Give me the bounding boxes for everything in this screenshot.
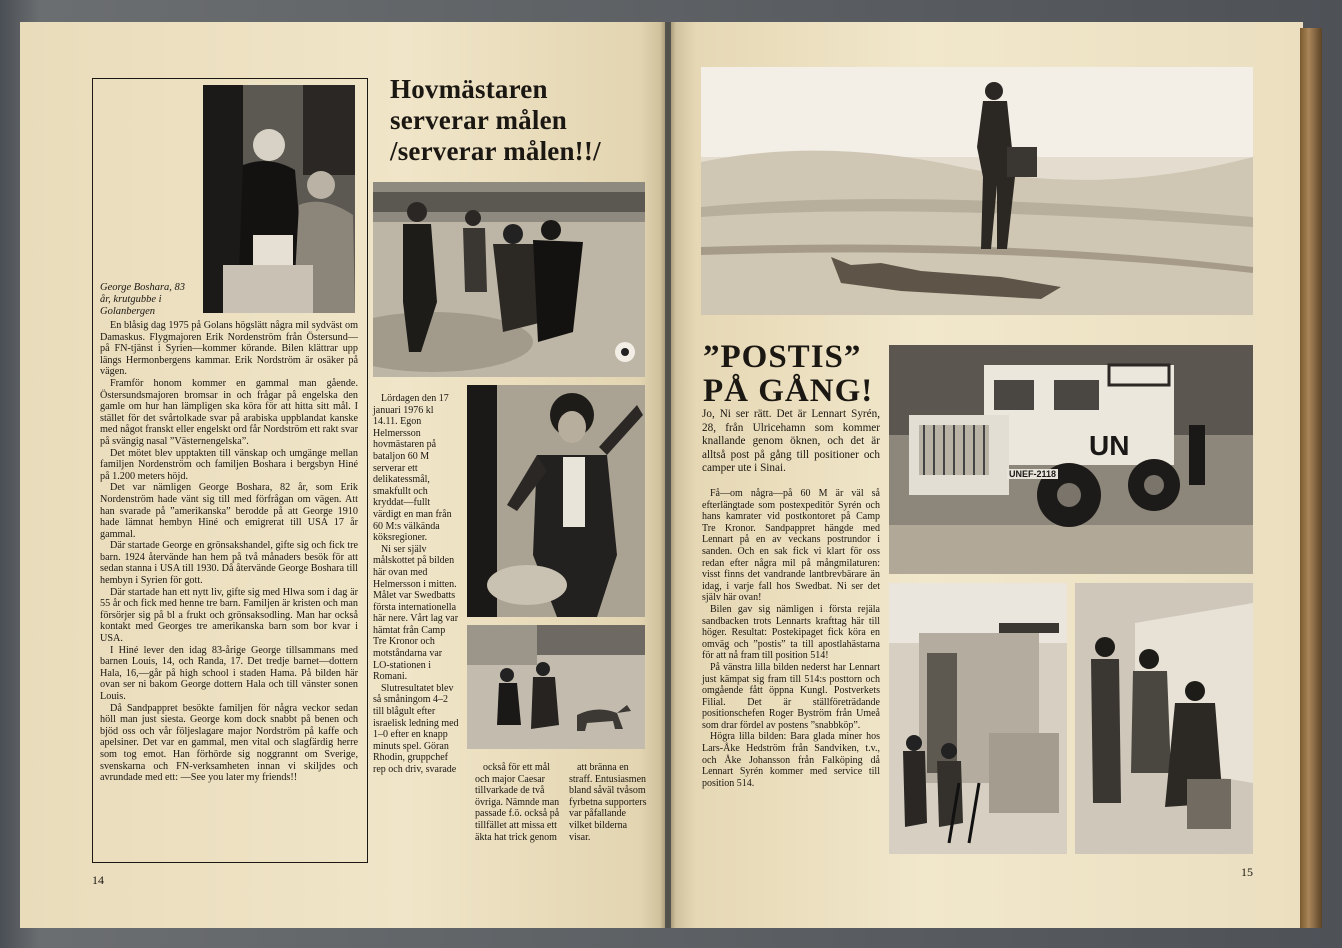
headline-line: ”POSTIS” — [703, 339, 862, 375]
paragraph: Det mötet blev upptakten till vänskap och umgänge mellan familjen Nordenström och familjen Boshara i bergsbyn Hiné på 1.200 meters höjd. — [100, 447, 358, 482]
postis-headline — [703, 340, 883, 408]
paragraph: På vänstra lilla bilden nederst har Lennart just kämpat sig fram till 514:s posttorn och omgående fått öppna Kungl. Postverkets Filial. Det är ställföreträdande positionschefen Roger Byström från Umeå som drar fördel av postens ”snabbköp”. — [702, 661, 880, 731]
paragraph: att bränna en straff. Entusiasmen bland såväl tvåsom fyrbetna supporters var påfallande vilket bilderna visar. — [569, 762, 647, 843]
football-headline — [390, 74, 650, 167]
photo-un-truck — [889, 345, 1253, 574]
boshara-photo-caption: George Boshara, 83 år, krutgubbe i Golanbergen — [100, 282, 186, 317]
photo-dog-supporters — [467, 625, 645, 749]
paragraph: också för ett mål och major Caesar tillvarkade de två övriga. Nämnde man passade f.ö. också på tillfället att missa ett äkta hat trick genom — [475, 762, 560, 843]
photo-postman-desert — [701, 67, 1253, 315]
paragraph: En blåsig dag 1975 på Golans högslätt några mil sydväst om Damaskus. Flygmajoren Erik Nordenström från Östersund—på FN-tjänst i Syrien—kommer körande. Bilen klättrar upp längs Hermonbergens kammar. Erik Nordström är osäker på vägen. — [100, 320, 358, 378]
headline-line: PÅ GÅNG! — [703, 373, 874, 409]
headline-line: Hovmästaren — [390, 74, 548, 104]
headline-line: /serverar målen!!/ — [390, 136, 601, 166]
paragraph: Ni ser själv målskottet på bilden här ovan med Helmersson i mitten. Målet var Swedbatts första internationella här nere. Vårt lag var hämtat från Camp Tre Kronor och motståndarna var LO-stationen i Romani. — [373, 543, 459, 683]
paragraph: Då Sandpappret besökte familjen för några veckor sedan höll man just siesta. George kom dock snabbt på benen och bjöd oss och vår följeslagare major Nordström på kaffe och apelsiner. Det var en gammal, men vital och slagfärdig herre som tog emot. Han förhörde sig noggrannt om Sverige, svenskarna och FN-verksamheten innan vi skiljdes och avrundade med ett: —See you later my friends!! — [100, 702, 358, 784]
paragraph: Det var nämligen George Boshara, 82 år, som Erik Nordenström hade vänt sig till med förfrågan om vägen. Att han svarade på ”amerikanska” berodde på att George 1910 hade lämnat hembyn Hiné och emigrerat till USA 17 år gammal. — [100, 482, 358, 540]
paragraph: Där startade han ett nytt liv, gifte sig med Hlwa som i dag är 55 år och fick med henne tre barn. Familjen är kristen och man försörjer sig på bl a frukt och grönsaksodling. Man har också kontakt med Georges tre amerikanska barn som bor kvar i USA. — [100, 586, 358, 645]
postis-lead: Jo, Ni ser rätt. Det är Lennart Syrén, 28, från Ulricehamn som kommer knallande genom öknen, och det är alltså post på gång till positioner och camper ute i Sinai. — [702, 408, 880, 475]
boshara-article-body — [100, 320, 358, 784]
paragraph: Framför honom kommer en gammal man gående. Östersundsmajoren bromsar in och frågar på engelska den gamle om hur han lämpligen ska köra för att hitta sitt mål. I stället för det svårtolkade svar på arabiska uppblandat kanske med något franskt eller engelskt ord får Nordström ett rakt svar på svängig nasal ”Västernengelska”. — [100, 377, 359, 447]
photo-goal-celebration — [467, 385, 645, 617]
photo-football-match — [373, 182, 645, 377]
photo-happy-soldiers — [1075, 583, 1253, 854]
football-article-col3 — [569, 762, 647, 843]
football-article-col2 — [475, 762, 561, 843]
page-number-right: 15 — [1241, 865, 1253, 879]
photo-post-tower — [889, 583, 1067, 854]
truck-license-plate: UNEF-2118 — [1009, 469, 1057, 479]
paragraph: Få—om några—på 60 M är väl så efterlängtade som postexpeditör Syrén och hans kamrater vid postkontoret på Camp Tre Kronor. Sandpappret hängde med Lennart på en av veckans postrundor i sanden. Och en sak fick vi klart för oss redan efter några mil på mångmilaturen: visst finns det vandrande lantbrevbärare än idag, i varje fall hos Swedbat. Ni ser det själv här ovan! — [702, 488, 880, 604]
book-edge — [1300, 28, 1322, 928]
postis-article-body — [702, 488, 880, 789]
paragraph: I Hiné lever den idag 83-årige George tillsammans med barnen Louis, 14, och Randa, 17. Det tredje barnet—dottern Hala, 16,—går på high school i staden Hama. På bilden här ovan ser ni bakom George dottern Hala och till vänster sonen Louis. — [100, 644, 358, 702]
paragraph: Bilen gav sig nämligen i första rejäla sandbacken trots Lennarts krafttag här till höger. Resultat: Postekipaget fick köra en omväg och ”postis” ta till apostlahästarna för att nå fram till position 514! — [702, 603, 880, 662]
photo-george-boshara — [203, 85, 355, 313]
paragraph: Slutresultatet blev så småningom 4–2 till blågult efter israelisk ledning med 1–0 efter en knapp minuts spel. Göran Rhodin, gruppchef rep och driv, svarade — [373, 682, 459, 775]
football-article-col1 — [373, 393, 459, 776]
truck-un-marking: UN — [1089, 430, 1130, 461]
paragraph: Där startade George en grönsakshandel, gifte sig och fick tre barn. 1924 återvände han hem på två månaders besök för att sedan stanna i USA till 1930. Då återvände George Boshara till hembyn i Syrien för gott. — [100, 540, 358, 587]
book-gutter — [660, 22, 676, 928]
paragraph: Lördagen den 17 januari 1976 kl 14.11. Egon Helmersson hovmästaren på bataljon 60 M serverar ett delikatessmål, smakfullt och kryddat—fullt värdigt en man från 60 M:s välkända köksregioner. — [373, 393, 452, 544]
paragraph: Högra lilla bilden: Bara glada miner hos Lars-Åke Hedström från Sandviken, t.v., och Åke Johansson från Falköping då Lennart Syrén kommer med service till position 514. — [702, 731, 880, 789]
headline-line: serverar målen — [390, 105, 567, 135]
page-number-left: 14 — [92, 873, 104, 887]
